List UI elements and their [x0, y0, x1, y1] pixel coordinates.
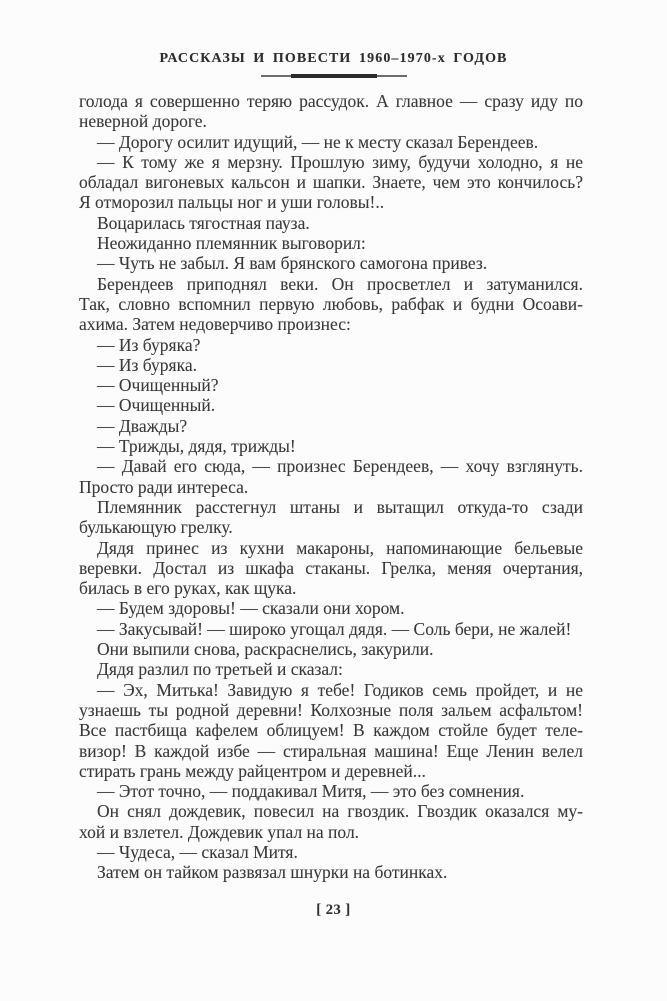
paragraph	[79, 355, 583, 375]
paragraph	[79, 497, 583, 538]
text-line: — Давай его сюда, — произнес Берендеев, — хочу взглянуть.	[97, 456, 583, 477]
text-line: — К тому же я мерзну. Прошлую зиму, будучи холодно, я не	[97, 151, 583, 172]
page-number: [ 23 ]	[316, 902, 351, 918]
text-line: веревки. Достал из шкафа стаканы. Грелка, меняя очертания,	[79, 557, 583, 578]
rule-thick-line	[291, 74, 377, 78]
text-line: Просто ради интереса.	[79, 476, 249, 497]
text-line: — Из буряка?	[97, 334, 201, 355]
paragraph	[79, 659, 583, 679]
text-line: Затем он тайком развязал шнурки на ботинках.	[97, 862, 448, 883]
paragraph	[79, 639, 583, 659]
text-line: — Очищенный?	[97, 375, 219, 396]
paragraph	[79, 395, 583, 415]
header-rule-ornament	[0, 74, 667, 78]
text-line: Все пастбища кафелем облицуем! В каждом стойле будет теле-	[79, 720, 583, 741]
text-line: Дядя разлил по третьей и сказал:	[97, 659, 343, 680]
text-line: Берендеев приподнял веки. Он просветлел и затуманился.	[97, 273, 583, 294]
text-line: Так, словно вспомнил первую любовь, рабфак и будни Осоави-	[79, 293, 583, 314]
text-line: стирать грань между райцентром и деревней...	[79, 760, 426, 781]
paragraph	[79, 538, 583, 599]
paragraph	[79, 598, 583, 618]
paragraph	[79, 436, 583, 456]
text-line: — Будем здоровы! — сказали они хором.	[97, 598, 405, 619]
text-line: билась в его руках, как щука.	[79, 578, 297, 599]
running-header	[0, 51, 667, 78]
text-line: узнаешь ты родной деревни! Колхозные поля зальем асфальтом!	[79, 699, 583, 720]
text-line: Я отморозил пальцы ног и уши головы!..	[79, 192, 385, 213]
paragraph	[79, 233, 583, 253]
paragraph	[79, 456, 583, 497]
paragraph	[79, 152, 583, 213]
paragraph	[79, 416, 583, 436]
paragraph	[79, 375, 583, 395]
paragraph	[79, 91, 583, 132]
paragraph	[79, 781, 583, 801]
paragraph	[79, 132, 583, 152]
paragraph	[79, 862, 583, 882]
paragraph	[79, 801, 583, 842]
paragraph	[79, 335, 583, 355]
text-line: булькающую грелку.	[79, 517, 233, 538]
page-footer	[0, 901, 667, 919]
body-text	[79, 91, 583, 883]
text-line: Они выпили снова, раскраснелись, закурили.	[97, 639, 434, 660]
text-line: — Дорогу осилит идущий, — не к месту сказал Берендеев.	[97, 131, 539, 152]
text-line: — Закусывай! — широко угощал дядя. — Соль бери, не жалей!	[97, 618, 572, 639]
chapter-header-title: РАССКАЗЫ И ПОВЕСТИ 1960–1970-х ГОДОВ	[159, 51, 508, 66]
paragraph	[79, 213, 583, 233]
text-line: Воцарилась тягостная пауза.	[97, 212, 310, 233]
text-line: — Из буряка.	[97, 354, 197, 375]
paragraph	[79, 680, 583, 781]
text-line: голода я совершенно теряю рассудок. А главное — сразу иду по	[79, 91, 583, 111]
text-line: Он снял дождевик, повесил на гвоздик. Гвоздик оказался му-	[97, 801, 583, 822]
paragraph	[79, 842, 583, 862]
paragraph	[79, 274, 583, 335]
paragraph	[79, 619, 583, 639]
text-line: Племянник расстегнул штаны и вытащил откуда-то сзади	[97, 496, 583, 517]
text-line: — Этот точно, — поддакивал Митя, — это без сомнения.	[97, 781, 525, 802]
text-line: Неожиданно племянник выговорил:	[97, 233, 366, 254]
text-line: хой и взлетел. Дождевик упал на пол.	[79, 821, 360, 842]
paragraph	[79, 253, 583, 273]
text-line: визор! В каждой избе — стиральная машина! Еще Ленин велел	[79, 740, 583, 761]
text-line: — Дважды?	[97, 415, 188, 436]
text-line: — Эх, Митька! Завидую я тебе! Годиков семь пройдет, и не	[97, 679, 583, 700]
text-line: — Очищенный.	[97, 395, 216, 416]
text-line: неверной дороге.	[79, 111, 207, 132]
text-line: — Чуть не забыл. Я вам брянского самогона привез.	[97, 253, 488, 274]
text-line: обладал вигоневых кальсон и шапки. Знаете, чем это кончилось?	[79, 172, 583, 193]
text-line: ахима. Затем недоверчиво произнес:	[79, 314, 351, 335]
text-line: — Трижды, дядя, трижды!	[97, 436, 296, 457]
text-line: — Чудеса, — сказал Митя.	[97, 841, 298, 862]
text-line: Дядя принес из кухни макароны, напоминающие бельевые	[97, 537, 583, 558]
